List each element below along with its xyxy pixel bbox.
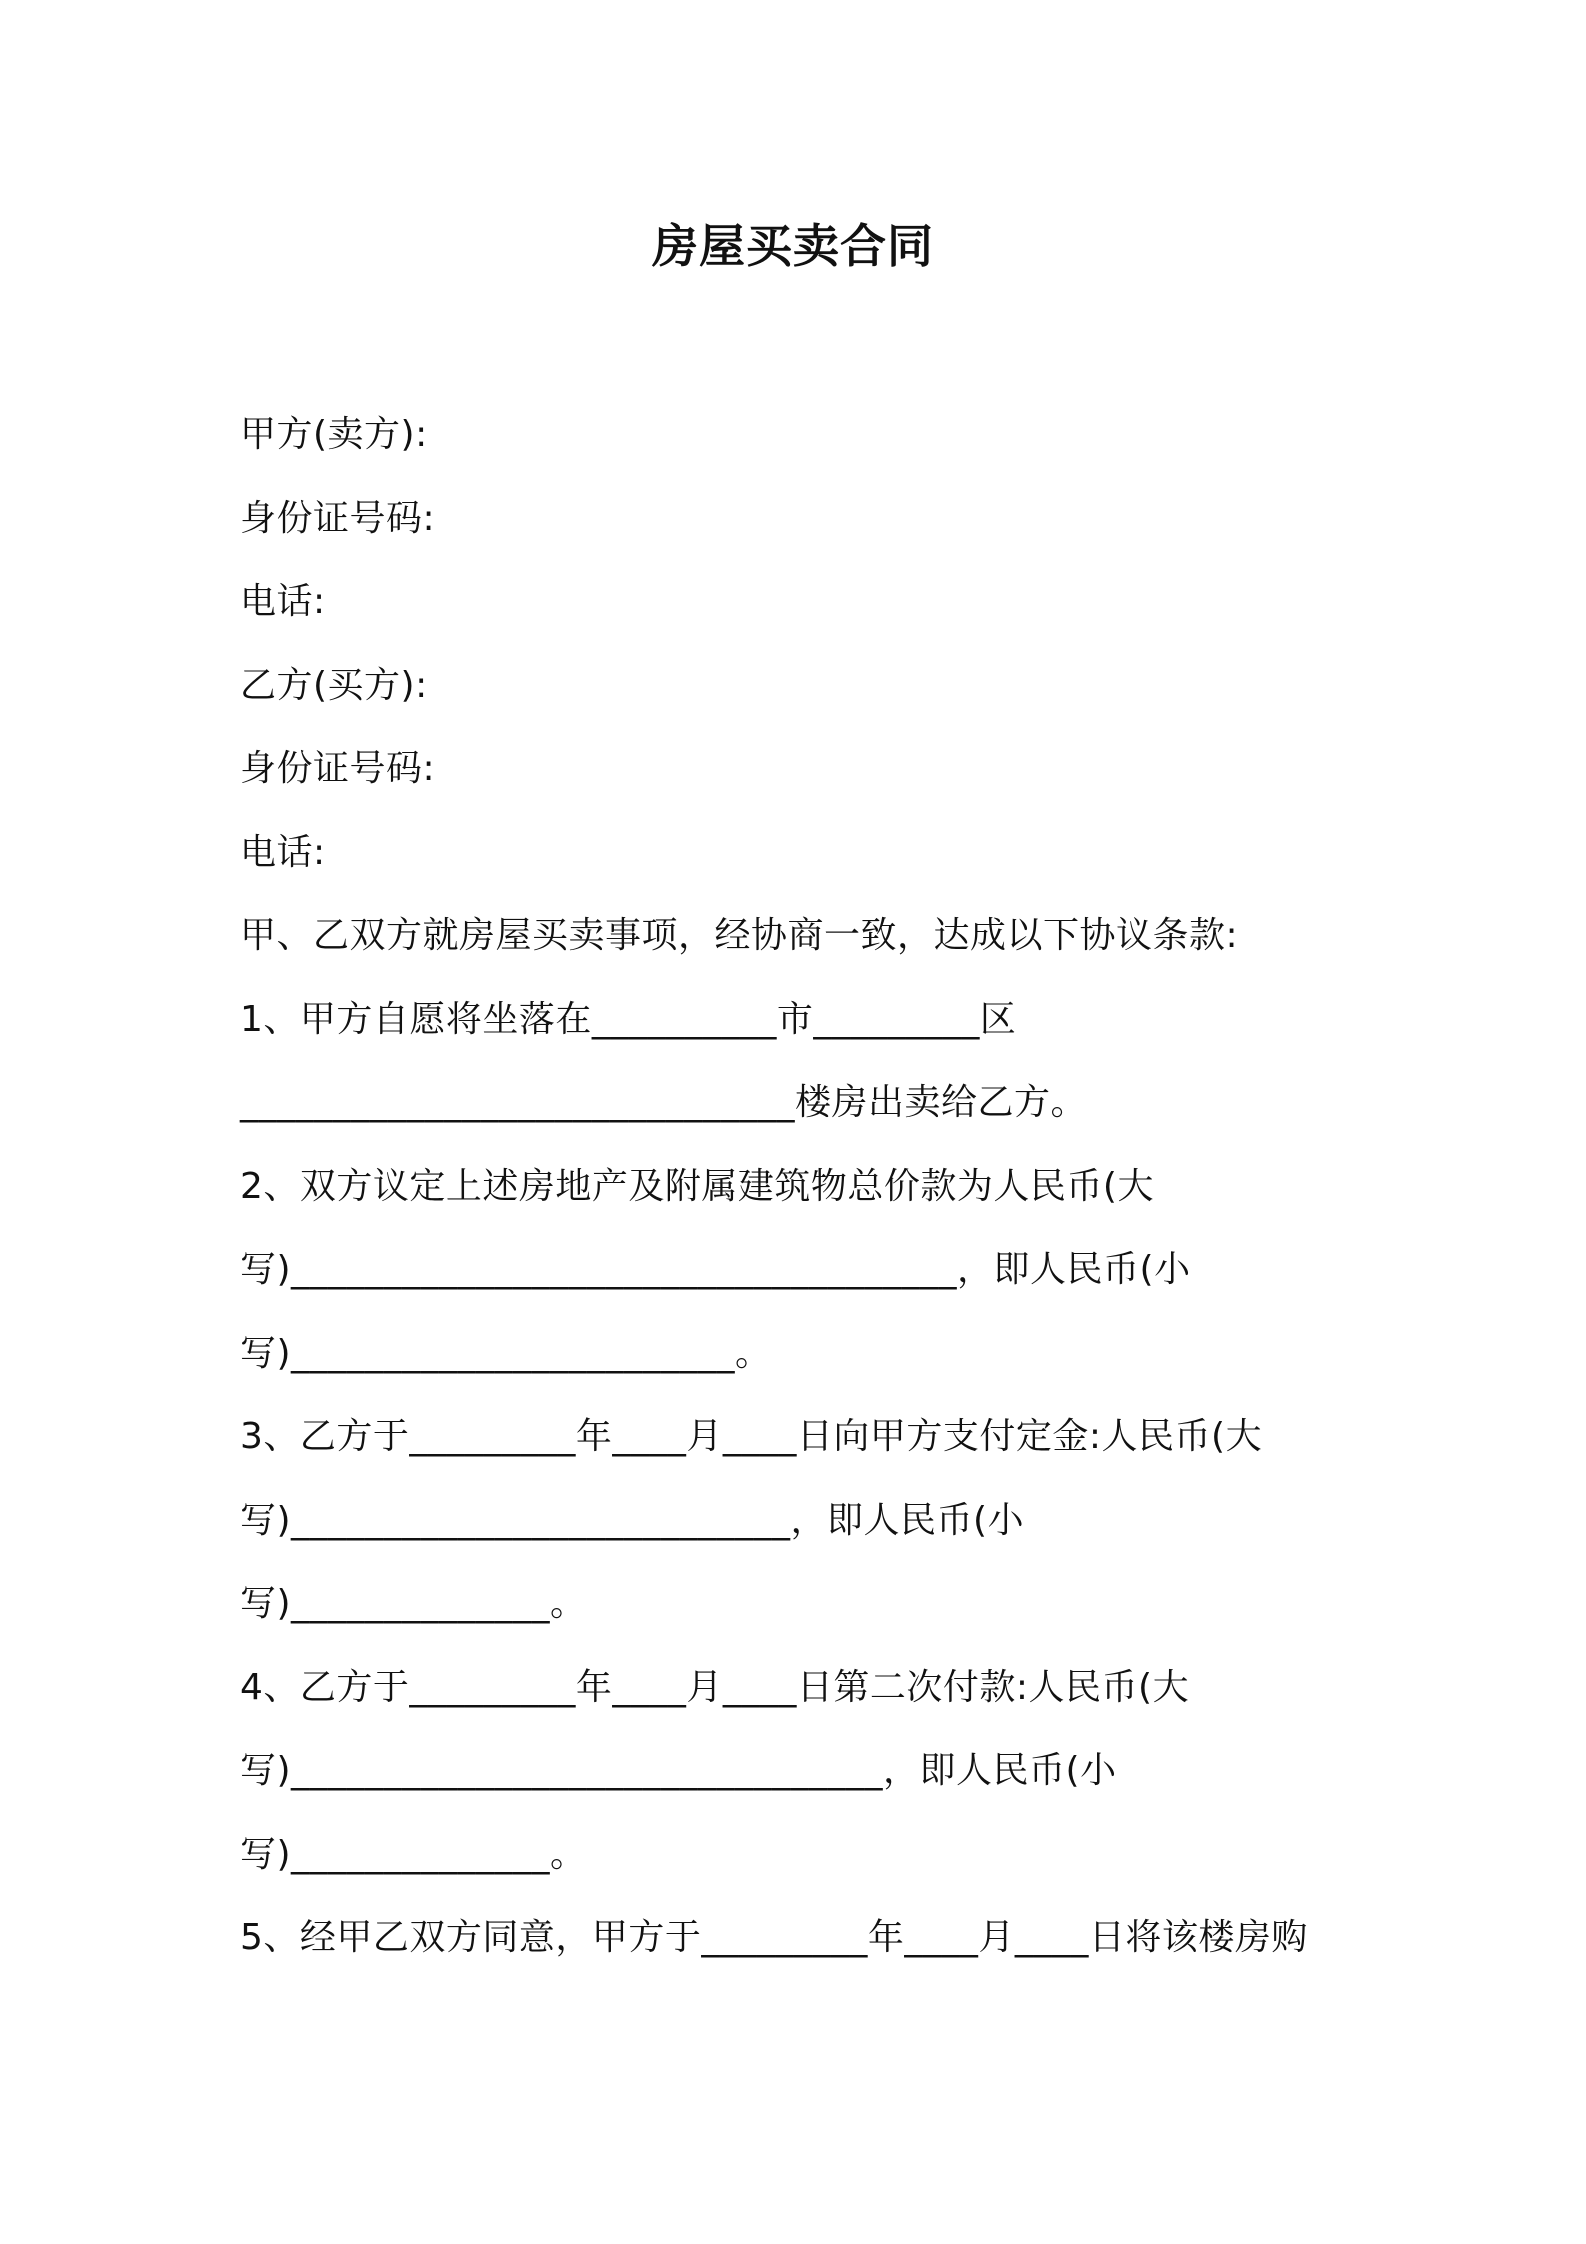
clause-4-line-3: 写)______________。 [240, 1834, 587, 1875]
party-b-buyer-line: 乙方(买方): [240, 665, 428, 706]
clause-1-line-1: 1、甲方自愿将坐落在__________市_________区 [240, 999, 1017, 1040]
clause-3-line-1: 3、乙方于_________年____月____日向甲方支付定金:人民币(大 [240, 1416, 1263, 1457]
party-b-id-line: 身份证号码: [240, 748, 436, 789]
clause-5-line-1: 5、经甲乙双方同意，甲方于_________年____月____日将该楼房购 [240, 1917, 1308, 1958]
clause-4-line-1: 4、乙方于_________年____月____日第二次付款:人民币(大 [240, 1667, 1190, 1708]
document-title: 房屋买卖合同 [652, 219, 934, 273]
clause-4-line-2: 写)________________________________，即人民币(小 [240, 1750, 1117, 1791]
clause-2-line-1: 2、双方议定上述房地产及附属建筑物总价款为人民币(大 [240, 1166, 1154, 1207]
agreement-intro-line: 甲、乙双方就房屋买卖事项，经协商一致，达成以下协议条款: [240, 915, 1239, 956]
party-b-phone-line: 电话: [240, 832, 326, 873]
clause-3-line-3: 写)______________。 [240, 1583, 587, 1624]
party-a-phone-line: 电话: [240, 581, 326, 622]
party-a-id-line: 身份证号码: [240, 498, 436, 539]
clause-3-line-2: 写)___________________________，即人民币(小 [240, 1500, 1025, 1541]
clause-1-line-2: ______________________________楼房出卖给乙方。 [240, 1082, 1088, 1123]
clause-2-line-3: 写)________________________。 [240, 1333, 772, 1374]
clause-2-line-2: 写)____________________________________，即人民币(小 [240, 1249, 1191, 1290]
party-a-seller-line: 甲方(卖方): [240, 414, 428, 455]
